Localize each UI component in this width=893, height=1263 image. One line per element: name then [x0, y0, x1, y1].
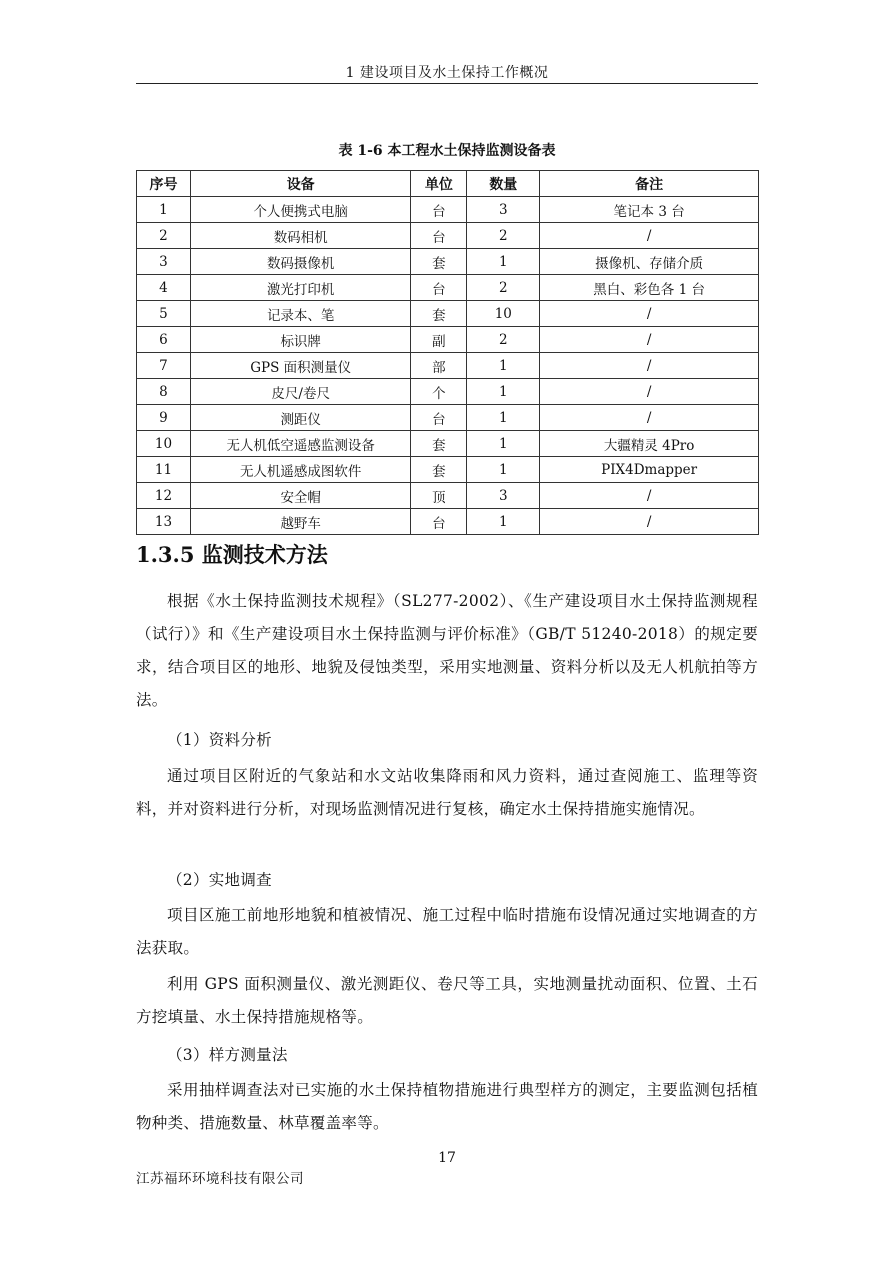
cell-device: 数码相机 [190, 223, 411, 249]
subheading-quadrat-method: （3）样方测量法 [167, 1046, 288, 1064]
cell-unit: 台 [411, 405, 467, 431]
cell-unit: 部 [411, 353, 467, 379]
cell-quantity: 3 [467, 483, 540, 509]
page-number: 17 [438, 1150, 456, 1166]
cell-quantity: 1 [467, 431, 540, 457]
table-row [137, 483, 759, 509]
cell-remark: / [540, 301, 759, 327]
table-row [137, 249, 759, 275]
running-header: 1 建设项目及水土保持工作概况 [345, 65, 549, 81]
cell-remark: / [540, 327, 759, 353]
cell-unit: 套 [411, 301, 467, 327]
cell-quantity: 2 [467, 223, 540, 249]
cell-remark: / [540, 379, 759, 405]
cell-unit: 台 [411, 197, 467, 223]
cell-index: 4 [137, 275, 191, 301]
cell-remark: PIX4Dmapper [540, 457, 759, 483]
cell-index: 12 [137, 483, 191, 509]
table-row [137, 223, 759, 249]
cell-index: 9 [137, 405, 191, 431]
cell-device: 测距仪 [190, 405, 411, 431]
table-row [137, 301, 759, 327]
cell-quantity: 1 [467, 249, 540, 275]
cell-quantity: 1 [467, 379, 540, 405]
table-row [137, 457, 759, 483]
paragraph-intro: 根据《水土保持监测技术规程》（SL277-2002）、《生产建设项目水土保持监测规程（试行）》和《生产建设项目水土保持监测与评价标准》（GB/T 51240-2018）的规定要求，结合项目区的地形、地貌及侵蚀类型，采用实地测量、资料分析以及无人机航拍等方法。 [136, 592, 758, 709]
cell-quantity: 3 [467, 197, 540, 223]
table-row [137, 275, 759, 301]
cell-quantity: 1 [467, 457, 540, 483]
subheading-field-survey: （2）实地调查 [167, 871, 272, 889]
cell-index: 6 [137, 327, 191, 353]
equipment-table [136, 170, 759, 535]
table-row [137, 353, 759, 379]
table-row [137, 197, 759, 223]
cell-quantity: 10 [467, 301, 540, 327]
paragraph-field-survey: 项目区施工前地形地貌和植被情况、施工过程中临时措施布设情况通过实地调查的方法获取。 [136, 906, 758, 957]
cell-unit: 顶 [411, 483, 467, 509]
col-header-quantity: 数量 [467, 171, 540, 197]
cell-quantity: 1 [467, 509, 540, 535]
cell-device: 无人机低空遥感监测设备 [190, 431, 411, 457]
cell-index: 10 [137, 431, 191, 457]
col-header-index: 序号 [137, 171, 191, 197]
cell-remark: / [540, 223, 759, 249]
cell-index: 11 [137, 457, 191, 483]
paragraph-quadrat-method: 采用抽样调查法对已实施的水土保持植物措施进行典型样方的测定，主要监测包括植物种类、措施数量、林草覆盖率等。 [136, 1081, 758, 1132]
table-row [137, 327, 759, 353]
cell-quantity: 2 [467, 327, 540, 353]
cell-quantity: 1 [467, 405, 540, 431]
cell-device: GPS 面积测量仪 [190, 353, 411, 379]
table-row [137, 431, 759, 457]
col-header-remark: 备注 [540, 171, 759, 197]
cell-index: 2 [137, 223, 191, 249]
col-header-unit: 单位 [411, 171, 467, 197]
cell-unit: 套 [411, 457, 467, 483]
table-row [137, 405, 759, 431]
cell-device: 激光打印机 [190, 275, 411, 301]
table-row [137, 379, 759, 405]
cell-index: 8 [137, 379, 191, 405]
cell-device: 越野车 [190, 509, 411, 535]
table-caption: 表 1-6 本工程水土保持监测设备表 [338, 143, 556, 159]
cell-unit: 副 [411, 327, 467, 353]
cell-unit: 套 [411, 249, 467, 275]
cell-unit: 个 [411, 379, 467, 405]
cell-unit: 套 [411, 431, 467, 457]
subheading-data-analysis: （1）资料分析 [167, 731, 272, 749]
cell-quantity: 1 [467, 353, 540, 379]
header-rule [136, 83, 758, 84]
cell-remark: 大疆精灵 4Pro [540, 431, 759, 457]
cell-index: 7 [137, 353, 191, 379]
cell-remark: / [540, 483, 759, 509]
cell-index: 13 [137, 509, 191, 535]
cell-quantity: 2 [467, 275, 540, 301]
section-heading: 1.3.5 监测技术方法 [136, 542, 328, 567]
cell-unit: 台 [411, 275, 467, 301]
col-header-device: 设备 [190, 171, 411, 197]
cell-device: 标识牌 [190, 327, 411, 353]
cell-device: 数码摄像机 [190, 249, 411, 275]
cell-unit: 台 [411, 223, 467, 249]
table-row [137, 509, 759, 535]
cell-device: 记录本、笔 [190, 301, 411, 327]
paragraph-field-measurement: 利用 GPS 面积测量仪、激光测距仪、卷尺等工具，实地测量扰动面积、位置、土石方挖填量、水土保持措施规格等。 [136, 975, 758, 1026]
cell-remark: 黑白、彩色各 1 台 [540, 275, 759, 301]
cell-index: 5 [137, 301, 191, 327]
cell-device: 皮尺/卷尺 [190, 379, 411, 405]
cell-device: 无人机遥感成图软件 [190, 457, 411, 483]
table-header-row [137, 171, 759, 197]
cell-remark: / [540, 405, 759, 431]
cell-device: 安全帽 [190, 483, 411, 509]
paragraph-data-analysis: 通过项目区附近的气象站和水文站收集降雨和风力资料，通过查阅施工、监理等资料，并对资料进行分析，对现场监测情况进行复核，确定水土保持措施实施情况。 [136, 767, 758, 818]
cell-unit: 台 [411, 509, 467, 535]
cell-index: 3 [137, 249, 191, 275]
cell-remark: / [540, 509, 759, 535]
cell-index: 1 [137, 197, 191, 223]
cell-remark: / [540, 353, 759, 379]
cell-device: 个人便携式电脑 [190, 197, 411, 223]
cell-remark: 摄像机、存储介质 [540, 249, 759, 275]
cell-remark: 笔记本 3 台 [540, 197, 759, 223]
footer-company: 江苏福环环境科技有限公司 [136, 1171, 304, 1187]
